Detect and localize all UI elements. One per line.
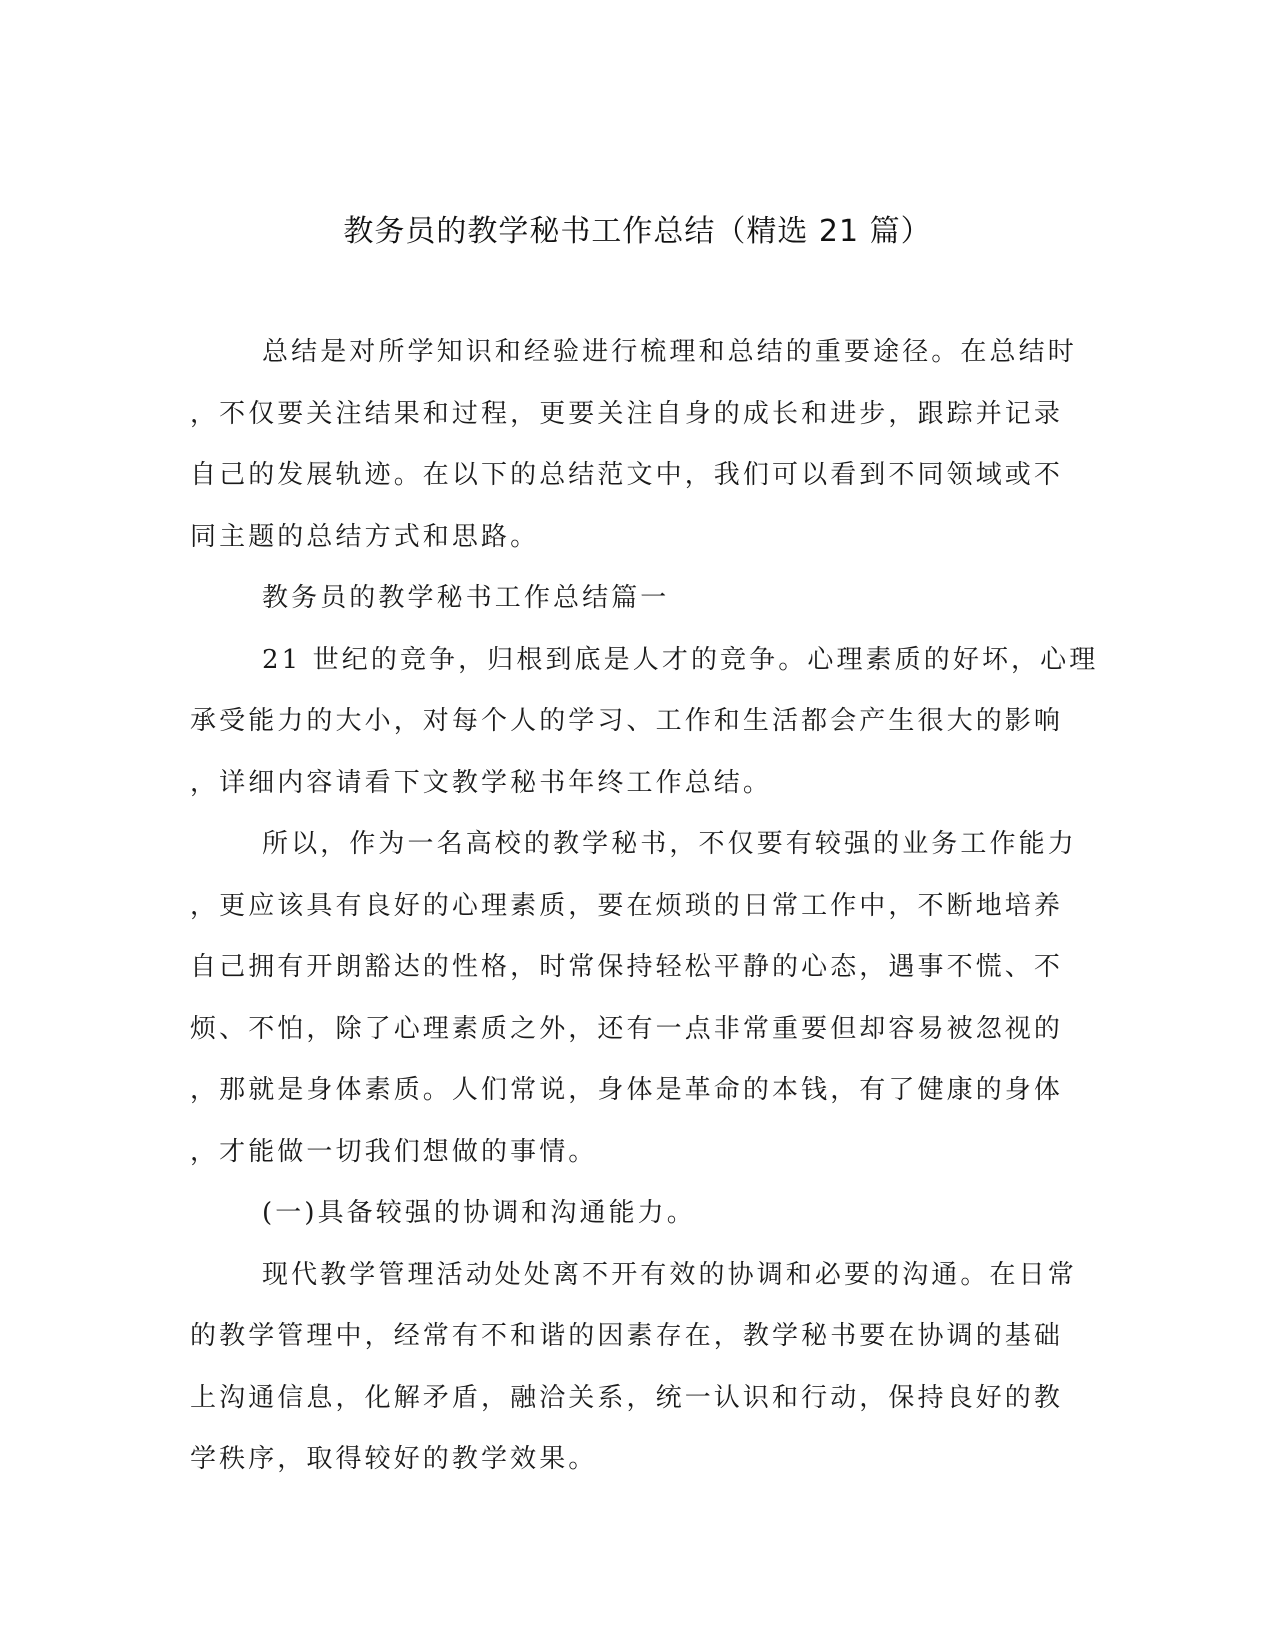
section-heading-1: 教务员的教学秘书工作总结篇一 xyxy=(262,583,670,613)
paragraph-1-line-1: 21 世纪的竞争，归根到底是人才的竞争。心理素质的好坏，心理 xyxy=(262,644,1099,675)
paragraph-2-line-2: ，更应该具有良好的心理素质，要在烦琐的日常工作中，不断地培养 xyxy=(190,890,1064,921)
paragraph-2-line-5: ，那就是身体素质。人们常说，身体是革命的本钱，有了健康的身体 xyxy=(190,1075,1064,1105)
paragraph-3-line-1: 现代教学管理活动处处离不开有效的协调和必要的沟通。在日常 xyxy=(262,1259,1077,1290)
paragraph-2-line-6: ，才能做一切我们想做的事情。 xyxy=(190,1136,598,1167)
paragraph-2-line-3: 自己拥有开朗豁达的性格，时常保持轻松平静的心态，遇事不慌、不 xyxy=(190,952,1064,982)
paragraph-2-line-1: 所以，作为一名高校的教学秘书，不仅要有较强的业务工作能力 xyxy=(262,829,1077,859)
paragraph-intro-line-3: 自己的发展轨迹。在以下的总结范文中，我们可以看到不同领域或不 xyxy=(190,460,1064,490)
subsection-heading-1: (一)具备较强的协调和沟通能力。 xyxy=(262,1198,696,1228)
document-body xyxy=(190,332,1099,1501)
paragraph-2-line-4: 烦、不怕，除了心理素质之外，还有一点非常重要但却容易被忽视的 xyxy=(190,1013,1064,1044)
paragraph-3-line-4: 学秩序，取得较好的教学效果。 xyxy=(190,1444,598,1474)
paragraph-1-line-3: ，详细内容请看下文教学秘书年终工作总结。 xyxy=(190,767,773,798)
paragraph-intro-line-1: 总结是对所学知识和经验进行梳理和总结的重要途径。在总结时 xyxy=(262,337,1077,367)
document-title: 教务员的教学秘书工作总结（精选 21 篇） xyxy=(343,214,932,249)
paragraph-3-line-2: 的教学管理中，经常有不和谐的因素存在，教学秘书要在协调的基础 xyxy=(190,1321,1064,1351)
paragraph-intro-line-2: ，不仅要关注结果和过程，更要关注自身的成长和进步，跟踪并记录 xyxy=(190,398,1064,429)
paragraph-1-line-2: 承受能力的大小，对每个人的学习、工作和生活都会产生很大的影响 xyxy=(190,706,1064,736)
paragraph-intro-line-4: 同主题的总结方式和思路。 xyxy=(190,521,540,552)
paragraph-3-line-3: 上沟通信息，化解矛盾，融洽关系，统一认识和行动，保持良好的教 xyxy=(190,1382,1064,1413)
